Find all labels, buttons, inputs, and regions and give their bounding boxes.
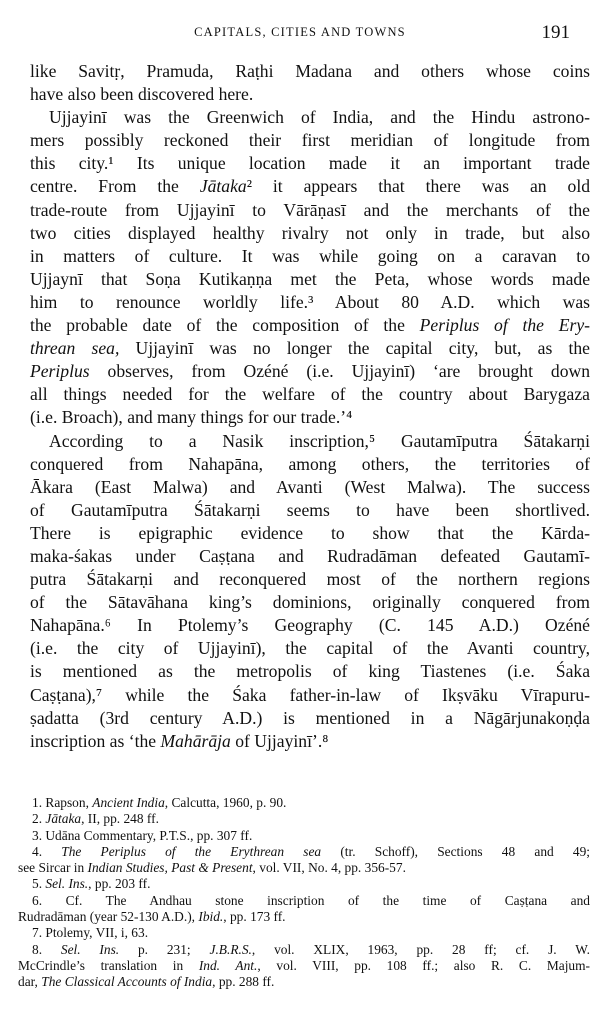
page-header	[30, 22, 570, 46]
footnote-line: 3. Udāna Commentary, P.T.S., pp. 307 ff.	[32, 827, 253, 843]
footnote-line: 2. Jātaka, II, pp. 248 ff.	[32, 811, 159, 827]
body-line: this city.¹ Its unique location made it an important trade	[30, 153, 590, 174]
footnote-line: 6. Cf. The Andhau stone inscription of the time of Caṣṭana and	[32, 892, 590, 908]
footnote-line: see Sircar in Indian Studies, Past & Present, vol. VII, No. 4, pp. 356-57.	[18, 860, 406, 876]
body-line: Ujjaynī that Soṇa Kutikaṇṇa met the Peta, whose words made	[30, 268, 590, 289]
body-line: conquered from Nahapāna, among others, the territories of	[30, 453, 590, 474]
body-line: have also been discovered here.	[30, 84, 254, 105]
body-line: inscription as ‘the Mahārāja of Ujjayinī’.⁸	[30, 730, 329, 751]
body-text	[30, 60, 590, 753]
body-line: threan sea, Ujjayinī was no longer the capital city, but, as the	[30, 338, 590, 359]
body-line: putra Śātakarṇi and reconquered most of the northern regions	[30, 569, 590, 590]
page-number: 191	[541, 22, 570, 43]
body-line: Caṣṭana),⁷ while the Śaka father-in-law of Ikṣvāku Vīrapuru-	[30, 684, 590, 705]
body-line: Ujjayinī was the Greenwich of India, and the Hindu astrono-	[49, 107, 590, 128]
body-line: Periplus observes, from Ozéné (i.e. Ujjayinī) ‘are brought down	[30, 361, 590, 382]
footnote-line: Rudradāman (year 52-130 A.D.), Ibid., pp. 173 ff.	[18, 909, 286, 925]
body-line: ṣadatta (3rd century A.D.) is mentioned in a Nāgārjunakoṇḍa	[30, 707, 590, 728]
running-title: CAPITALS, CITIES AND TOWNS	[194, 25, 406, 39]
body-line: According to a Nasik inscription,⁵ Gautamīputra Śātakarṇi	[49, 430, 590, 451]
footnotes	[18, 795, 590, 991]
body-line: mers possibly reckoned their first meridian of longitude from	[30, 130, 590, 151]
footnote-line: 7. Ptolemy, VII, i, 63.	[32, 925, 149, 941]
body-line: like Savitṛ, Pramuda, Raṭhi Madana and others whose coins	[30, 61, 590, 81]
body-line: trade-route from Ujjayinī to Vārāṇasī and the merchants of the	[30, 199, 590, 220]
footnote-line: McCrindle’s translation in Ind. Ant., vol. VIII, pp. 108 ff.; also R. C. Majum-	[18, 957, 590, 973]
footnote-line: 5. Sel. Ins., pp. 203 ff.	[32, 876, 151, 892]
body-line: is mentioned as the metropolis of king Tiastenes (i.e. Śaka	[30, 661, 590, 682]
footnote-line: dar, The Classical Accounts of India, pp. 288 ff.	[18, 974, 275, 990]
body-line: (i.e. Broach), and many things for our trade.’⁴	[30, 407, 353, 428]
body-line: maka-śakas under Caṣṭana and Rudradāman defeated Gautamī-	[30, 545, 590, 566]
body-line: two cities displayed healthy rivalry not only in trade, but also	[30, 222, 590, 243]
body-line: the probable date of the composition of the Periplus of the Ery-	[30, 315, 590, 336]
body-line: (i.e. the city of Ujjayinī), the capital of the Avanti country,	[30, 638, 590, 659]
body-line: all things needed for the welfare of the country about Barygaza	[30, 384, 590, 405]
footnote-line: 4. The Periplus of the Erythrean sea (tr. Schoff), Sections 48 and 49;	[32, 843, 591, 859]
body-line: Nahapāna.⁶ In Ptolemy’s Geography (C. 145 A.D.) Ozéné	[30, 615, 590, 636]
body-line: in matters of culture. It was while going on a caravan to	[30, 245, 590, 266]
body-line: Ākara (East Malwa) and Avanti (West Malwa). The success	[30, 476, 590, 497]
body-line: centre. From the Jātaka² it appears that there was an old	[30, 176, 591, 197]
body-line: of the Sātavāhana king’s dominions, originally conquered from	[30, 592, 590, 613]
body-line: him to renounce worldly life.³ About 80 A.D. which was	[30, 291, 590, 312]
body-line: of Gautamīputra Śātakarṇi seems to have been shortlived.	[30, 499, 590, 520]
body-line: There is epigraphic evidence to show that the Kārda-	[30, 522, 590, 543]
footnote-line: 1. Rapson, Ancient India, Calcutta, 1960, p. 90.	[32, 795, 287, 810]
footnote-line: 8. Sel. Ins. p. 231; J.B.R.S., vol. XLIX, 1963, pp. 28 ff; cf. J. W.	[32, 941, 590, 957]
